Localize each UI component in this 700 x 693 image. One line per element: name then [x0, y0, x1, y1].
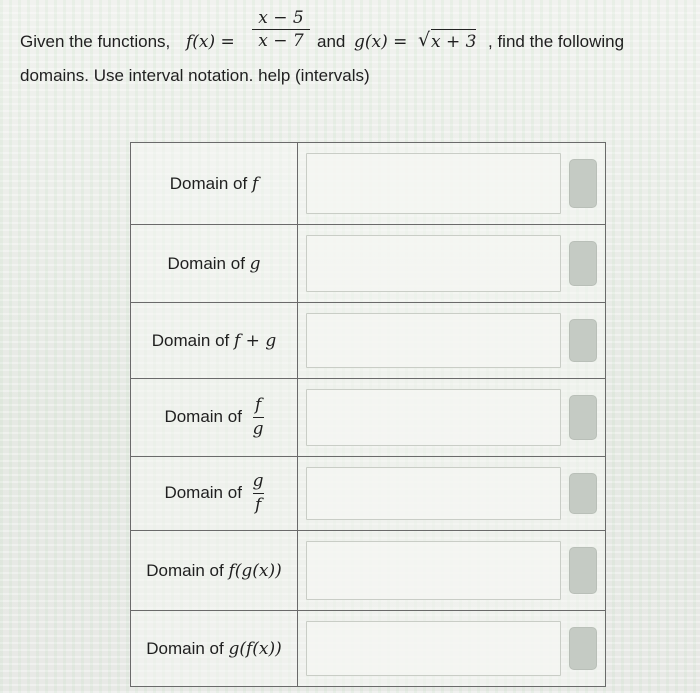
and-text: and — [317, 32, 346, 51]
answer-cell — [298, 611, 606, 687]
preview-button[interactable] — [569, 547, 597, 594]
preview-button[interactable] — [569, 395, 597, 440]
problem-line-1 — [20, 8, 690, 68]
tail-text: , find the following — [488, 32, 625, 51]
quotient-denominator: f — [254, 495, 262, 515]
problem-line-2 — [20, 64, 370, 88]
help-intervals-link[interactable]: help (intervals) — [258, 66, 370, 85]
answer-input-domain-f[interactable] — [306, 153, 561, 214]
row-expression: f + g — [233, 330, 277, 351]
label-domain-g — [131, 225, 298, 303]
fraction-bar — [253, 493, 264, 494]
preview-button[interactable] — [569, 159, 597, 208]
fraction-bar — [253, 417, 264, 418]
row-expression: g(f(x)) — [228, 638, 282, 659]
label-domain-f-over-g — [131, 379, 298, 457]
f-numerator: x − 5 — [258, 8, 304, 28]
intro-text: Given the functions, — [20, 32, 171, 51]
row-prefix: Domain of — [164, 406, 242, 426]
label-domain-f-of-g — [131, 531, 298, 611]
table-row — [131, 143, 606, 225]
row-prefix: Domain of — [146, 638, 224, 658]
row-expression: g — [249, 253, 261, 274]
table-row — [131, 457, 606, 531]
preview-button[interactable] — [569, 241, 597, 286]
instructions-text: domains. Use interval notation. — [20, 66, 254, 85]
answer-input-domain-f-plus-g[interactable] — [306, 313, 561, 368]
table-row — [131, 611, 606, 687]
f-definition-label: f(x) = — [186, 32, 235, 52]
answer-cell — [298, 531, 606, 611]
f-denominator: x − 7 — [258, 31, 304, 51]
row-prefix: Domain of — [151, 330, 230, 350]
table-row — [131, 379, 606, 457]
quotient-g-over-f — [253, 472, 264, 515]
answer-input-domain-f-over-g[interactable] — [306, 389, 561, 446]
label-domain-g-over-f — [131, 457, 298, 531]
f-fraction — [252, 8, 310, 51]
label-domain-g-of-f — [131, 611, 298, 687]
preview-button[interactable] — [569, 473, 597, 514]
quotient-numerator: g — [252, 471, 264, 491]
row-expression: f(g(x)) — [228, 560, 282, 581]
row-expression: f — [251, 173, 259, 194]
answer-cell — [298, 225, 606, 303]
answer-input-domain-g-of-f[interactable] — [306, 621, 561, 676]
row-prefix: Domain of — [164, 482, 242, 502]
domains-table — [130, 142, 606, 687]
answer-input-domain-f-of-g[interactable] — [306, 541, 561, 600]
row-prefix: Domain of — [167, 253, 245, 273]
answer-cell — [298, 457, 606, 531]
answer-cell — [298, 303, 606, 379]
quotient-denominator: g — [252, 419, 264, 439]
preview-button[interactable] — [569, 627, 597, 670]
row-prefix: Domain of — [169, 173, 248, 193]
fraction-bar — [252, 29, 310, 30]
table-row — [131, 225, 606, 303]
label-domain-f — [131, 143, 298, 225]
preview-button[interactable] — [569, 319, 597, 362]
g-definition-label: g(x) = — [354, 32, 408, 52]
g-radicand: x + 3 — [431, 29, 476, 54]
quotient-f-over-g — [253, 396, 264, 439]
label-domain-f-plus-g — [131, 303, 298, 379]
quotient-numerator: f — [254, 395, 262, 415]
table-row — [131, 531, 606, 611]
table-row — [131, 303, 606, 379]
row-prefix: Domain of — [146, 560, 224, 580]
answer-cell — [298, 379, 606, 457]
answer-input-domain-g-over-f[interactable] — [306, 467, 561, 520]
answer-input-domain-g[interactable] — [306, 235, 561, 292]
answer-cell — [298, 143, 606, 225]
sqrt-icon: √ — [418, 29, 431, 51]
